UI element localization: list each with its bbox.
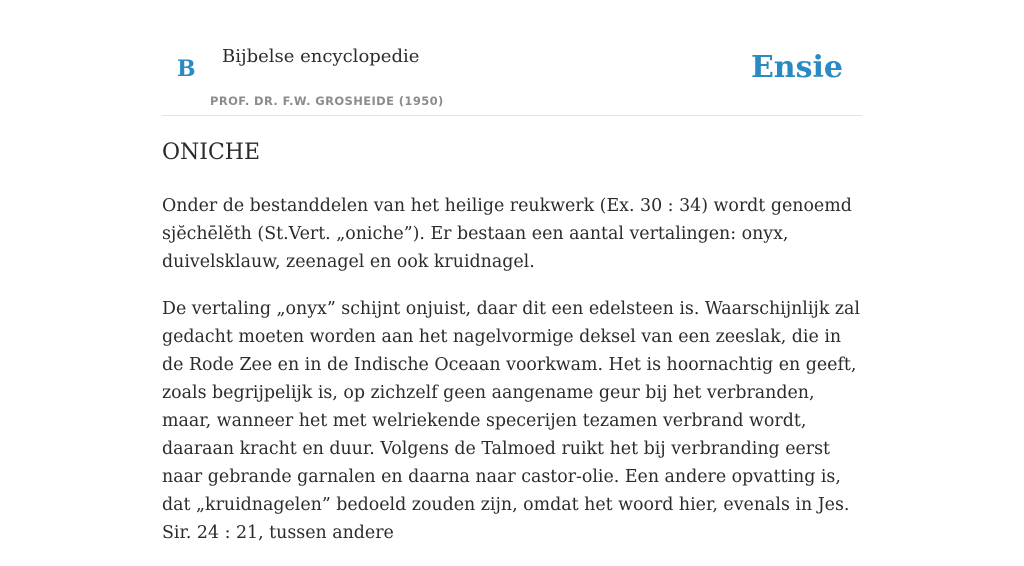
book-author: PROF. DR. F.W. GROSHEIDE (1950)	[210, 94, 444, 108]
book-logo[interactable]: B	[177, 56, 196, 82]
entry-body	[162, 192, 862, 566]
page	[162, 0, 862, 543]
entry-title: ONICHE	[162, 140, 261, 165]
book-title-link[interactable]: Bijbelse encyclopedie	[222, 46, 420, 67]
brand-logo-link[interactable]: Ensie	[750, 50, 843, 85]
site-header	[162, 0, 862, 116]
entry-paragraph: Onder de bestanddelen van het heilige reukwerk (Ex. 30 : 34) wordt genoemd sjĕchēlĕth (St.Vert. „oniche”). Er bestaan een aantal vertalingen: onyx, duivelsklauw, zeenagel en ook kruidnagel.	[162, 196, 852, 272]
entry-paragraph: De vertaling „onyx” schijnt onjuist, daar dit een edelsteen is. Waarschijnlijk zal gedacht moeten worden aan het nagelvormige deksel van een zeeslak, die in de Rode Zee en in de Indische Oceaan voorkwam. Het is hoornachtig en geeft, zoals begrijpelijk is, op zichzelf geen aangename geur bij het verbranden, maar, wanneer het met welriekende specerijen tezamen verbrand wordt, daaraan kracht en duur. Volgens de Talmoed ruikt het bij verbranding eerst naar gebrande garnalen en daarna naar castor-olie. Een andere opvatting is, dat „kruidnagelen” bedoeld zouden zijn, omdat het woord hier, evenals in Jes. Sir. 24 : 21, tussen andere	[162, 299, 860, 543]
